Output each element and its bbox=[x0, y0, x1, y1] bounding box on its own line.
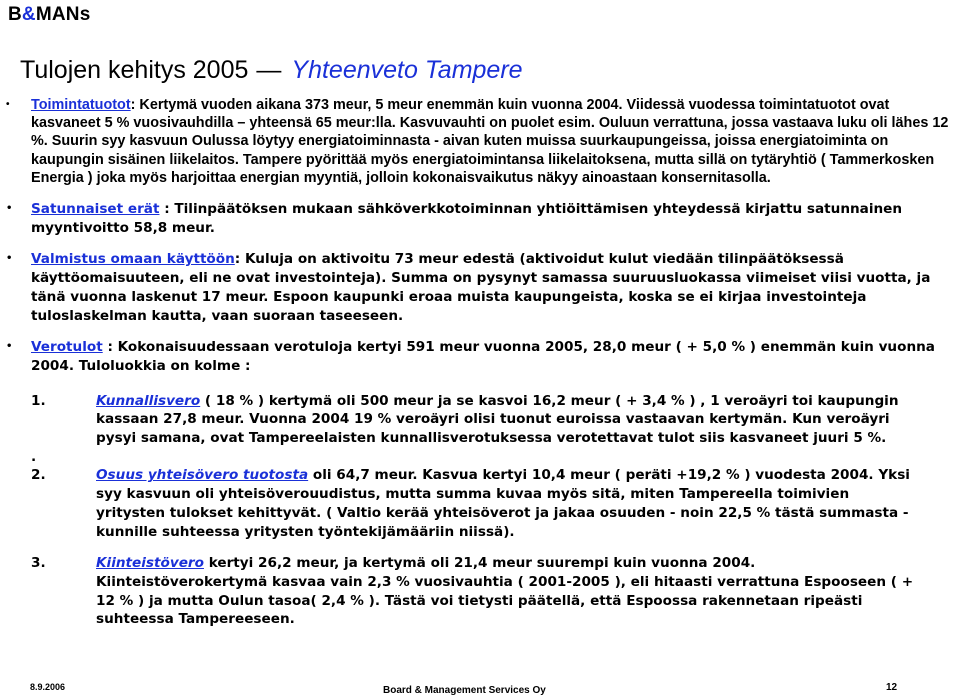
logo-ampersand: & bbox=[21, 4, 36, 25]
section-text: : Kertymä vuoden aikana 373 meur, 5 meur enemmän kuin vuonna 2004. Viidessä vuodessa toimintatuotot ovat kasvaneet 5 % vuosivauhdilla – yhteensä 65 meur:lla. Kasvuvauhti on puolet esim. Ouluun verrattuna, jossa vastaava luku oli lähes 12 %. Suurin syy kasvuun Oulussa löytyy energiatoiminnasta - aivan kuten muissa suurkaupungeissa, joissa energiatoiminta on kaupungin sisäinen liikelaitos. Tampere pyörittää myös energiatoimintansa liikelaitoksena, mutta sillä on tytäryhtiö ( Tammerkosken Energia ) joka myös harjoittaa energian myyntiä, jolloin kokonaisvaikutus näkyy ainoastaan konsernitasolla. bbox=[31, 97, 949, 186]
item-text: ( 18 % ) kertymä oli 500 meur ja se kasvoi 16,2 meur ( + 3,4 % ) , 1 veroäyri toi kaupungin kassaan 27,8 meur. Vuonna 2004 19 % veroäyri olisi tuonut euroissa vastaavan kertymän. Kun veroäyri pysyi samana, ovat Tampereelaisten kunnallisverotuksessa verotettavat tulot siis kasvaneet juuri 5 %. bbox=[96, 392, 899, 447]
logo-b: B bbox=[8, 4, 22, 25]
title-dash-glyph: — bbox=[256, 56, 282, 84]
footer-organization: Board & Management Services Oy bbox=[383, 685, 546, 696]
list-item-kiinteistovero bbox=[0, 554, 960, 629]
bullet-icon: • bbox=[6, 253, 13, 265]
spacer bbox=[0, 237, 960, 250]
spacer bbox=[0, 325, 960, 338]
section-key-link[interactable]: Satunnaiset erät bbox=[31, 201, 160, 218]
section-valmistus bbox=[0, 250, 960, 325]
section-satunnaiset bbox=[0, 200, 960, 237]
slide-content bbox=[0, 96, 960, 629]
item-name-link[interactable]: Kunnallisvero bbox=[96, 392, 201, 409]
list-item-trail bbox=[0, 448, 960, 467]
section-key-link[interactable]: Valmistus omaan käyttöön bbox=[31, 251, 235, 268]
footer-date: 8.9.2006 bbox=[30, 682, 66, 692]
section-text: : Kokonaisuudessaan verotuloja kertyi 591 meur vuonna 2005, 28,0 meur ( + 5,0 % ) enemmän kuin vuonna 2004. Tuloluokkia on kolme : bbox=[31, 339, 935, 374]
item-text: oli 64,7 meur. Kasvua kertyi 10,4 meur ( peräti +19,2 % ) vuodesta 2004. Yksi syy kasvuun oli yhteisöverouudistus, mutta summa kuvaa myös sitä, miten Tampereella toimivien yritysten tulokset kehittyvät. ( Valtio kerää yhteisöverot ja jakaa osuuden - noin 22,5 % tästä summasta - kunnille suhteessa yritysten työntekijämääriin niissä). bbox=[96, 467, 910, 540]
bullet-icon: • bbox=[6, 99, 10, 110]
item-number: 1. bbox=[31, 392, 46, 409]
item-trail-dot: . bbox=[31, 448, 37, 465]
title-main: Tulojen kehitys 2005 bbox=[20, 56, 249, 84]
list-item-kunnallisvero bbox=[0, 392, 960, 448]
bullet-icon: • bbox=[6, 203, 13, 215]
item-number: 3. bbox=[31, 555, 46, 572]
logo-mans: MANs bbox=[35, 4, 91, 25]
section-text: : Tilinpäätöksen mukaan sähköverkkotoiminnan yhtiöittämisen yhteydessä kirjattu satunnainen myyntivoitto 58,8 meur. bbox=[31, 201, 903, 236]
section-verotulot bbox=[0, 338, 960, 375]
section-text: : Kuluja on aktivoitu 73 meur edestä (aktivoidut kulut viedään tilinpäätöksessä käyttöomaisuuteen, eli ne ovat investointeja). Summa on pysynyt samassa suuruusluokassa viimeiset viisi vuotta, ja tänä vuonna laskenut 17 meur. Espoon kaupunki eroaa muista kaupungeista, koska se ei kirjaa investointeja tuloslaskelman kautta, vaan suoraan taseeseen. bbox=[31, 251, 931, 324]
item-name-link[interactable]: Kiinteistövero bbox=[96, 555, 204, 572]
spacer bbox=[0, 541, 960, 554]
spacer bbox=[0, 187, 960, 200]
company-logo bbox=[8, 4, 90, 26]
slide-title bbox=[20, 56, 523, 85]
section-toimintatuotot bbox=[0, 96, 960, 187]
bullet-icon: • bbox=[6, 341, 13, 353]
item-name-link[interactable]: Osuus yhteisövero tuotosta bbox=[96, 467, 309, 484]
spacer bbox=[0, 376, 960, 392]
page-number: 12 bbox=[886, 682, 898, 693]
list-item-yhteisovero bbox=[0, 466, 960, 541]
section-key-link[interactable]: Toimintatuotot bbox=[31, 97, 131, 113]
item-number: 2. bbox=[31, 467, 46, 484]
item-text: kertyi 26,2 meur, ja kertymä oli 21,4 meur suurempi kuin vuonna 2004. Kiinteistöverokertymä kasvaa vain 2,3 % vuosivauhtia ( 2001-2005 ), eli hitaasti verrattuna Espooseen ( + 12 % ) ja mutta Oulun tasoa( 2,4 % ). Tästä voi tietysti päätellä, että Espoossa rakennetaan ripeästi suhteessa Tampereeseen. bbox=[96, 555, 914, 628]
section-key-link[interactable]: Verotulot bbox=[31, 339, 103, 356]
title-sub: Yhteenveto Tampere bbox=[291, 56, 523, 84]
